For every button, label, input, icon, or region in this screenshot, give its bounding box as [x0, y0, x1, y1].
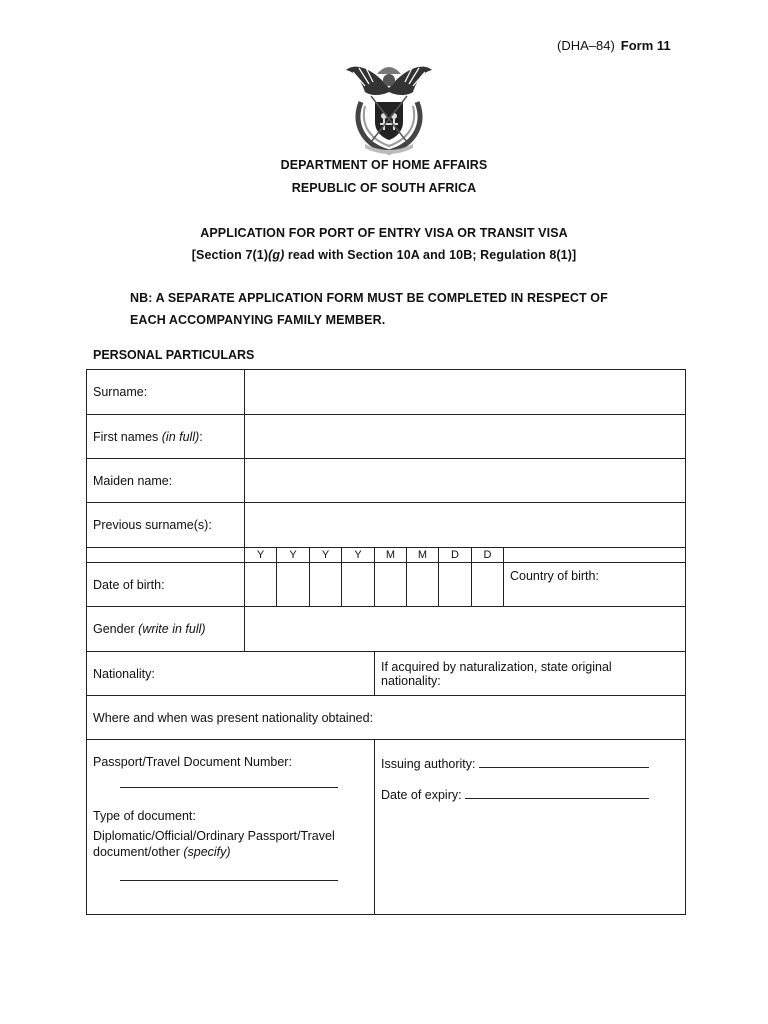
date-of-expiry-line[interactable]: [465, 786, 649, 799]
dob-year-box[interactable]: [277, 563, 310, 607]
passport-row: [87, 740, 686, 915]
nationality-label: Nationality:: [93, 666, 155, 681]
first-names-input-field[interactable]: [245, 415, 686, 459]
document-type-line[interactable]: [120, 880, 338, 881]
nb-notice-line-2: EACH ACCOMPANYING FAMILY MEMBER.: [130, 313, 386, 327]
dob-year-header: Y: [342, 548, 375, 563]
date-of-expiry-field: [381, 786, 649, 802]
naturalization-label: If acquired by naturalization, state original nationality:: [381, 659, 612, 688]
dob-day-header: D: [439, 548, 472, 563]
form-reference: [557, 38, 671, 53]
legal-section-reference: [0, 248, 768, 262]
document-types-text: Diplomatic/Official/Ordinary Passport/Travel document/other (specify): [93, 829, 335, 859]
naturalization-field[interactable]: [375, 652, 686, 696]
country-of-birth-field[interactable]: [504, 563, 686, 607]
dob-header-row: [87, 548, 686, 563]
date-of-birth-label: Date of birth:: [87, 563, 245, 607]
dob-day-box[interactable]: [472, 563, 504, 607]
issuing-authority-line[interactable]: [479, 755, 649, 768]
personal-particulars-table: [86, 369, 686, 915]
dob-month-header: M: [407, 548, 439, 563]
dob-month-box[interactable]: [375, 563, 407, 607]
coat-of-arms-emblem: [343, 58, 435, 156]
passport-number-label: Passport/Travel Document Number:: [93, 755, 292, 769]
form-number: Form 11: [620, 38, 671, 53]
dob-month-header: M: [375, 548, 407, 563]
dob-day-header: D: [472, 548, 504, 563]
previous-surnames-label: Previous surname(s):: [87, 503, 245, 548]
dob-year-header: Y: [310, 548, 342, 563]
nationality-row: [87, 652, 686, 696]
section-text-italic: (g): [268, 248, 285, 262]
dob-year-header: Y: [277, 548, 310, 563]
dob-year-header: Y: [245, 548, 277, 563]
section-text-prefix: [Section 7(1): [191, 248, 269, 262]
form-title: APPLICATION FOR PORT OF ENTRY VISA OR TRANSIT VISA: [200, 226, 568, 240]
issuing-authority-label: Issuing authority:: [381, 757, 476, 771]
form-code: (DHA–84): [557, 38, 615, 53]
nationality-obtained-field[interactable]: [87, 696, 686, 740]
country-heading: REPUBLIC OF SOUTH AFRICA: [291, 181, 477, 195]
first-names-row: [87, 415, 686, 459]
nationality-obtained-row: [87, 696, 686, 740]
issuing-details-cell: [375, 740, 686, 915]
nationality-obtained-label: Where and when was present nationality obtained:: [93, 710, 374, 725]
maiden-name-row: [87, 459, 686, 503]
country-of-birth-label: Country of birth:: [510, 569, 599, 583]
gender-row: [87, 607, 686, 652]
nationality-field[interactable]: [87, 652, 375, 696]
gender-input-field[interactable]: [245, 607, 686, 652]
maiden-name-label: Maiden name:: [87, 459, 245, 503]
dob-month-box[interactable]: [407, 563, 439, 607]
dob-year-box[interactable]: [310, 563, 342, 607]
date-of-expiry-label: Date of expiry:: [381, 788, 462, 802]
section-text-suffix: read with Section 10A and 10B; Regulation 8(1)]: [284, 248, 577, 262]
previous-surnames-input-field[interactable]: [245, 503, 686, 548]
dob-year-box[interactable]: [245, 563, 277, 607]
passport-details-cell: [87, 740, 375, 915]
gender-label: Gender (write in full): [87, 607, 245, 652]
dob-header-spacer: [87, 548, 245, 563]
dob-year-box[interactable]: [342, 563, 375, 607]
section-title: PERSONAL PARTICULARS: [93, 348, 255, 362]
date-of-birth-row: [87, 563, 686, 607]
surname-label: Surname:: [87, 370, 245, 415]
department-heading: DEPARTMENT OF HOME AFFAIRS: [280, 158, 488, 172]
surname-input-field[interactable]: [245, 370, 686, 415]
dob-day-box[interactable]: [439, 563, 472, 607]
previous-surnames-row: [87, 503, 686, 548]
dob-header-spacer: [504, 548, 686, 563]
first-names-label: First names (in full):: [87, 415, 245, 459]
issuing-authority-field: [381, 755, 649, 771]
surname-row: [87, 370, 686, 415]
nb-notice-line-1: NB: A SEPARATE APPLICATION FORM MUST BE COMPLETED IN RESPECT OF: [130, 291, 608, 305]
passport-number-line[interactable]: [120, 787, 338, 788]
maiden-name-input-field[interactable]: [245, 459, 686, 503]
type-of-document-label: Type of document:: [93, 809, 196, 823]
